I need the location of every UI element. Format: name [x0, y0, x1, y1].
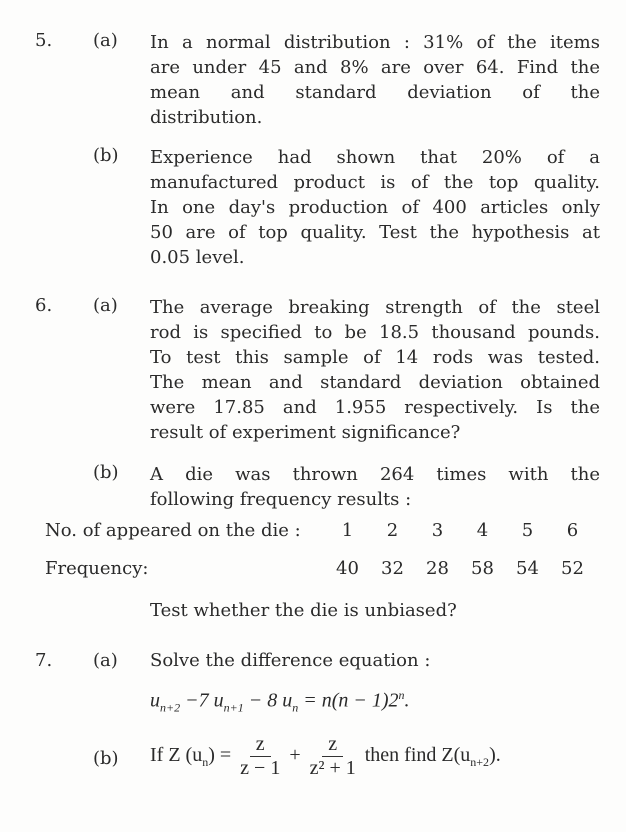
text-line: mean and standard deviation of the [150, 82, 600, 103]
q7a-text: Solve the difference equation : [150, 650, 431, 671]
row-label: Frequency: [45, 558, 149, 579]
part-label: (b) [93, 145, 119, 166]
faces-row [45, 520, 595, 541]
text-line: In one day's production of 400 articles only [150, 197, 600, 218]
part-label: (a) [93, 30, 118, 51]
part-label: (b) [93, 748, 119, 769]
q6b-closing: Test whether the die is unbiased? [150, 600, 457, 621]
table-cell: 5 [521, 520, 534, 541]
part-label: (a) [93, 295, 118, 316]
table-cell: 58 [471, 558, 494, 579]
table-cell: 32 [381, 558, 404, 579]
table-cell: 28 [426, 558, 449, 579]
question-number: 5. [35, 30, 53, 51]
q6a-text [150, 295, 600, 445]
q6b-text [150, 462, 600, 512]
text-line: 50 are of top quality. Test the hypothesis at [150, 222, 600, 243]
part-label: (a) [93, 650, 118, 671]
text-line: following frequency results : [150, 489, 412, 510]
frequency-row [45, 558, 595, 579]
z-transform-expression: If Z $(u_n)$ = $\frac{z}{z - 1}$ + $\frac{z}{\text{z² + 1}}$ then find $Z(u_{n+2})$. [150, 733, 501, 779]
text-line: manufactured product is of the top quality. [150, 172, 600, 193]
text-line: distribution. [150, 107, 263, 128]
q5a-text [150, 30, 600, 130]
frequency-cells [325, 558, 595, 579]
table-cell: 3 [431, 520, 444, 541]
table-cell: 6 [566, 520, 579, 541]
text-line: were 17.85 and 1.955 respectively. Is the [150, 397, 600, 418]
row-label: No. of appeared on the die : [45, 520, 301, 541]
table-cell: 40 [336, 558, 359, 579]
text-line: 0.05 level. [150, 247, 245, 268]
text-line: result of experiment significance? [150, 422, 461, 443]
part-label: (b) [93, 462, 119, 483]
text-line: A die was thrown 264 times with the [150, 464, 600, 485]
faces-cells [325, 520, 595, 541]
difference-equation: $u_{n+2} -7$ $u_{n+1} - 8$ $u_n = n(n - 1)2^n$. [150, 688, 410, 715]
text-line: The average breaking strength of the steel [150, 297, 600, 318]
table-cell: 4 [476, 520, 489, 541]
text-line: rod is specified to be 18.5 thousand pounds. [150, 322, 600, 343]
q5b-text [150, 145, 600, 270]
table-cell: 54 [516, 558, 539, 579]
table-cell: 1 [341, 520, 354, 541]
text-line: The mean and standard deviation obtained [150, 372, 600, 393]
text-line: Experience had shown that 20% of a [150, 147, 600, 168]
table-cell: 52 [561, 558, 584, 579]
text-line: are under 45 and 8% are over 64. Find the [150, 57, 600, 78]
question-number: 6. [35, 295, 53, 316]
table-cell: 2 [386, 520, 399, 541]
question-number: 7. [35, 650, 53, 671]
text-line: To test this sample of 14 rods was tested. [150, 347, 600, 368]
text-line: In a normal distribution : 31% of the items [150, 32, 600, 53]
